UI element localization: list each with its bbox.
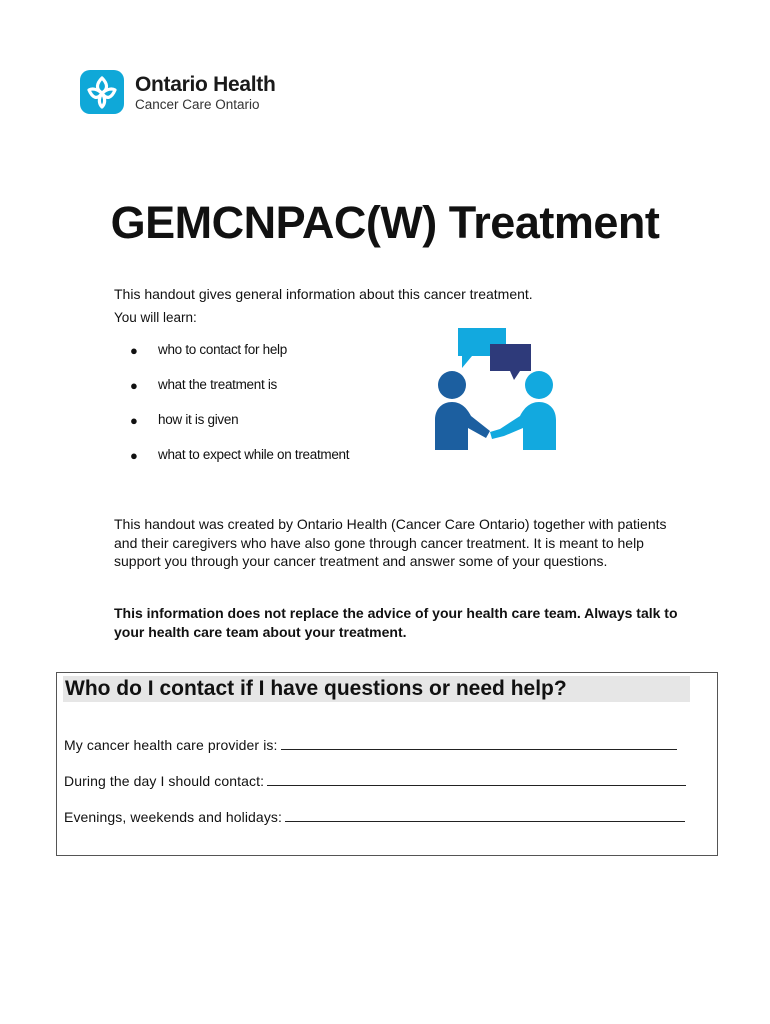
provider-field[interactable] [281,737,677,750]
people-conversation-icon [432,328,558,450]
list-item-text: who to contact for help [158,342,287,357]
learn-list [130,342,349,482]
provider-line [64,737,677,753]
list-item-text: what the treatment is [158,377,278,392]
list-item [130,342,349,377]
contact-heading: Who do I contact if I have questions or need help? [63,676,690,702]
bullet-icon: ● [130,448,138,463]
provider-label: My cancer health care provider is: [64,737,278,753]
list-item-text: what to expect while on treatment [158,447,350,462]
list-item [130,377,349,412]
learn-label: You will learn: [114,310,197,325]
list-item [130,412,349,447]
contact-box [56,672,718,856]
sub-organization-name: Cancer Care Ontario [135,97,260,112]
day-contact-field[interactable] [267,773,686,786]
disclaimer-paragraph: This information does not replace the advice of your health care team. Always talk to your health care team about your treatment. [114,605,678,640]
day-contact-line [64,773,686,789]
organization-name: Ontario Health [135,73,276,96]
intro-text: This handout gives general information about this cancer treatment. [114,286,533,302]
list-item-text: how it is given [158,412,239,427]
page-title: GEMCNPAC(W) Treatment [110,197,660,248]
bullet-icon: ● [130,413,138,428]
trillium-icon [80,70,124,114]
evening-contact-line [64,809,685,825]
evening-contact-field[interactable] [285,809,685,822]
list-item [130,447,349,482]
day-contact-label: During the day I should contact: [64,773,265,789]
bullet-icon: ● [130,343,138,358]
about-paragraph: This handout was created by Ontario Health (Cancer Care Ontario) together with patients and their caregivers who have also gone through cancer treatment. It is meant to help support you through your cancer treatment and answer some of your questions. [114,516,667,569]
bullet-icon: ● [130,378,138,393]
evening-contact-label: Evenings, weekends and holidays: [64,809,283,825]
